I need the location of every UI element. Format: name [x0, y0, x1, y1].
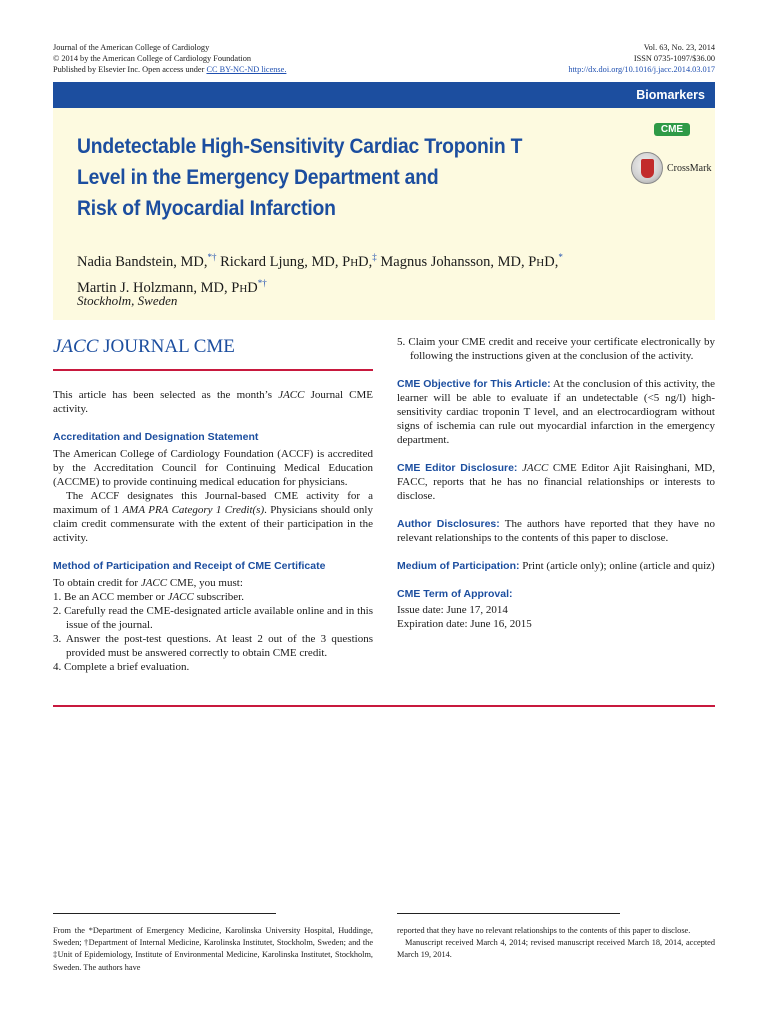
- affiliation-marker[interactable]: ‡: [372, 252, 377, 262]
- author-disclosure-text: The authors have reported that they have no relevant relationships to the contents of this paper to disclose.: [397, 518, 715, 544]
- list-item: 5. Claim your CME credit and receive your certificate electronically by following the instructions given at the conclusion of the activity.: [397, 336, 715, 362]
- intro-paragraph: [53, 388, 373, 416]
- degree-smallcaps: H: [536, 256, 545, 269]
- section-bar: [53, 82, 715, 108]
- step-italic: JACC: [167, 591, 194, 603]
- degree-end: D,: [544, 253, 559, 270]
- accr-text: The ACCF designates this Journal-based CME activity for a maximum of 1: [53, 490, 373, 516]
- medium-text: Print (article only); online (article and quiz): [519, 560, 715, 572]
- author-name: Magnus Johansson, MD, P: [376, 253, 537, 270]
- issue-date: Issue date: June 17, 2014: [397, 604, 508, 616]
- crossmark-icon: [631, 152, 663, 184]
- author-name: Rickard Ljung, MD, P: [216, 253, 351, 270]
- title-line-3: Risk of Myocardial Infarction: [77, 197, 336, 220]
- list-item: 3. Answer the post-test questions. At least 2 out of the 3 questions provided must be answered correctly to obtain CME credit.: [53, 633, 373, 659]
- right-column: [397, 335, 715, 631]
- journal-name: Journal of the American College of Cardiology: [53, 43, 210, 52]
- license-link[interactable]: CC BY-NC-ND license.: [206, 65, 287, 74]
- list-item: 2. Carefully read the CME-designated article available online and in this issue of the journal.: [53, 605, 373, 631]
- cme-section-heading: [53, 337, 373, 357]
- author-disclosure-label: Author Disclosures:: [397, 518, 500, 530]
- intro-italic: JACC: [278, 389, 305, 401]
- medium-paragraph: [397, 559, 715, 573]
- editor-disclosure-label: CME Editor Disclosure:: [397, 462, 518, 474]
- accr-italic: AMA PRA Category 1 Credit(s): [122, 504, 265, 516]
- copyright-line: © 2014 by the American College of Cardiology Foundation: [53, 54, 252, 63]
- left-column: [53, 337, 373, 674]
- affiliation-marker[interactable]: *†: [257, 277, 267, 288]
- editor-disclosure-text: CME Editor Ajit Raisinghani, MD, FACC, reports that he has no financial relationships or interests to disclose.: [397, 462, 715, 502]
- crossmark-label: CrossMark: [667, 163, 712, 174]
- list-item: 4. Complete a brief evaluation.: [53, 661, 190, 673]
- title-block: [53, 108, 715, 320]
- accreditation-heading: Accreditation and Designation Statement: [53, 431, 259, 443]
- cme-box-bottom-rule: [53, 705, 715, 707]
- title-line-2: Level in the Emergency Department and: [77, 166, 439, 189]
- cme-badge: CME: [654, 123, 690, 136]
- volume-line: Vol. 63, No. 23, 2014: [643, 43, 715, 52]
- title-line-1: Undetectable High-Sensitivity Cardiac Troponin T: [77, 135, 523, 158]
- method-intro: [53, 576, 373, 590]
- accreditation-paragraph-1: The American College of Cardiology Foundation (ACCF) is accredited by the Accreditation Council for Continuing Medical Education (ACCME) to provide continuing medical education for physicians.: [53, 448, 373, 488]
- footnote-divider-left: [53, 913, 276, 914]
- editor-italic: JACC: [517, 462, 549, 474]
- author-disclosure-paragraph: [397, 517, 715, 545]
- intro-text-end: Journal CME activity.: [53, 389, 373, 415]
- list-item: [53, 590, 373, 604]
- article-title: [77, 131, 555, 224]
- affiliation-marker[interactable]: *: [558, 252, 563, 262]
- author-name: Nadia Bandstein, MD,: [77, 253, 208, 270]
- intro-text: This article has been selected as the month’s: [53, 389, 279, 401]
- objective-text: At the conclusion of this activity, the learner will be able to evaluate if an undetectable (<5 ng/l) high-sensitivity cardiac troponin T level, and an electrocardiogram without signs of ischemia can rule out myocardial infarction in the emergency department.: [397, 378, 716, 446]
- footnote-right: [397, 925, 715, 962]
- heading-text: JOURNAL CME: [98, 336, 235, 357]
- method-heading: Method of Participation and Receipt of CME Certificate: [53, 560, 326, 572]
- method-text: To obtain credit for: [53, 577, 141, 589]
- objective-label: CME Objective for This Article:: [397, 378, 551, 390]
- running-header-left: [53, 42, 286, 75]
- medium-label: Medium of Participation:: [397, 560, 520, 572]
- method-italic: JACC: [140, 577, 168, 589]
- degree-smallcaps: H: [350, 256, 359, 269]
- section-label: Biomarkers: [636, 88, 705, 102]
- affiliation-footnote: From the *Department of Emergency Medicine, Karolinska University Hospital, Huddinge, Sweden; †Department of Internal Medicine, Karolinska Institutet, Stockholm, Sweden; and the ‡Unit of Epidemiology, Institute of Environmental Medicine, Karolinska Institutet, Stockholm, Sweden. The authors have: [53, 926, 373, 972]
- author-list: [77, 247, 637, 299]
- degree-end: D: [247, 279, 258, 296]
- objective-paragraph: [397, 377, 715, 447]
- degree-smallcaps: H: [239, 282, 248, 295]
- crossmark-button[interactable]: [631, 152, 721, 186]
- heading-journal-italic: JACC: [53, 336, 99, 357]
- footnote-divider-right: [397, 913, 620, 914]
- step-text-end: subscriber.: [193, 591, 244, 603]
- method-text-end: CME, you must:: [167, 577, 243, 589]
- degree-end: D,: [358, 253, 373, 270]
- heading-divider: [53, 369, 373, 371]
- doi-link[interactable]: http://dx.doi.org/10.1016/j.jacc.2014.03.017: [568, 65, 715, 74]
- accr-text-end: . Physicians should only claim credit commensurate with the extent of their participation in the activity.: [53, 504, 373, 544]
- author-name: Martin J. Holzmann, MD, P: [77, 279, 240, 296]
- running-header-right: [568, 42, 715, 75]
- step-text: 1. Be an ACC member or: [53, 591, 168, 603]
- affiliation-marker[interactable]: *†: [207, 252, 217, 262]
- term-heading: CME Term of Approval:: [397, 588, 513, 600]
- accreditation-paragraph-2: [53, 489, 373, 545]
- editor-disclosure-paragraph: [397, 461, 715, 503]
- publisher-line: [53, 64, 286, 75]
- footnote-disclosure: reported that they have no relevant relationships to the contents of this paper to disclose.: [397, 926, 691, 935]
- publisher-text: Published by Elsevier Inc. Open access under: [53, 65, 207, 74]
- expiration-date: Expiration date: June 16, 2015: [397, 618, 532, 630]
- author-location: Stockholm, Sweden: [77, 293, 178, 308]
- issn-line: ISSN 0735-1097/$36.00: [633, 54, 715, 63]
- manuscript-dates: Manuscript received March 4, 2014; revised manuscript received March 18, 2014, accepted March 19, 2014.: [397, 938, 715, 960]
